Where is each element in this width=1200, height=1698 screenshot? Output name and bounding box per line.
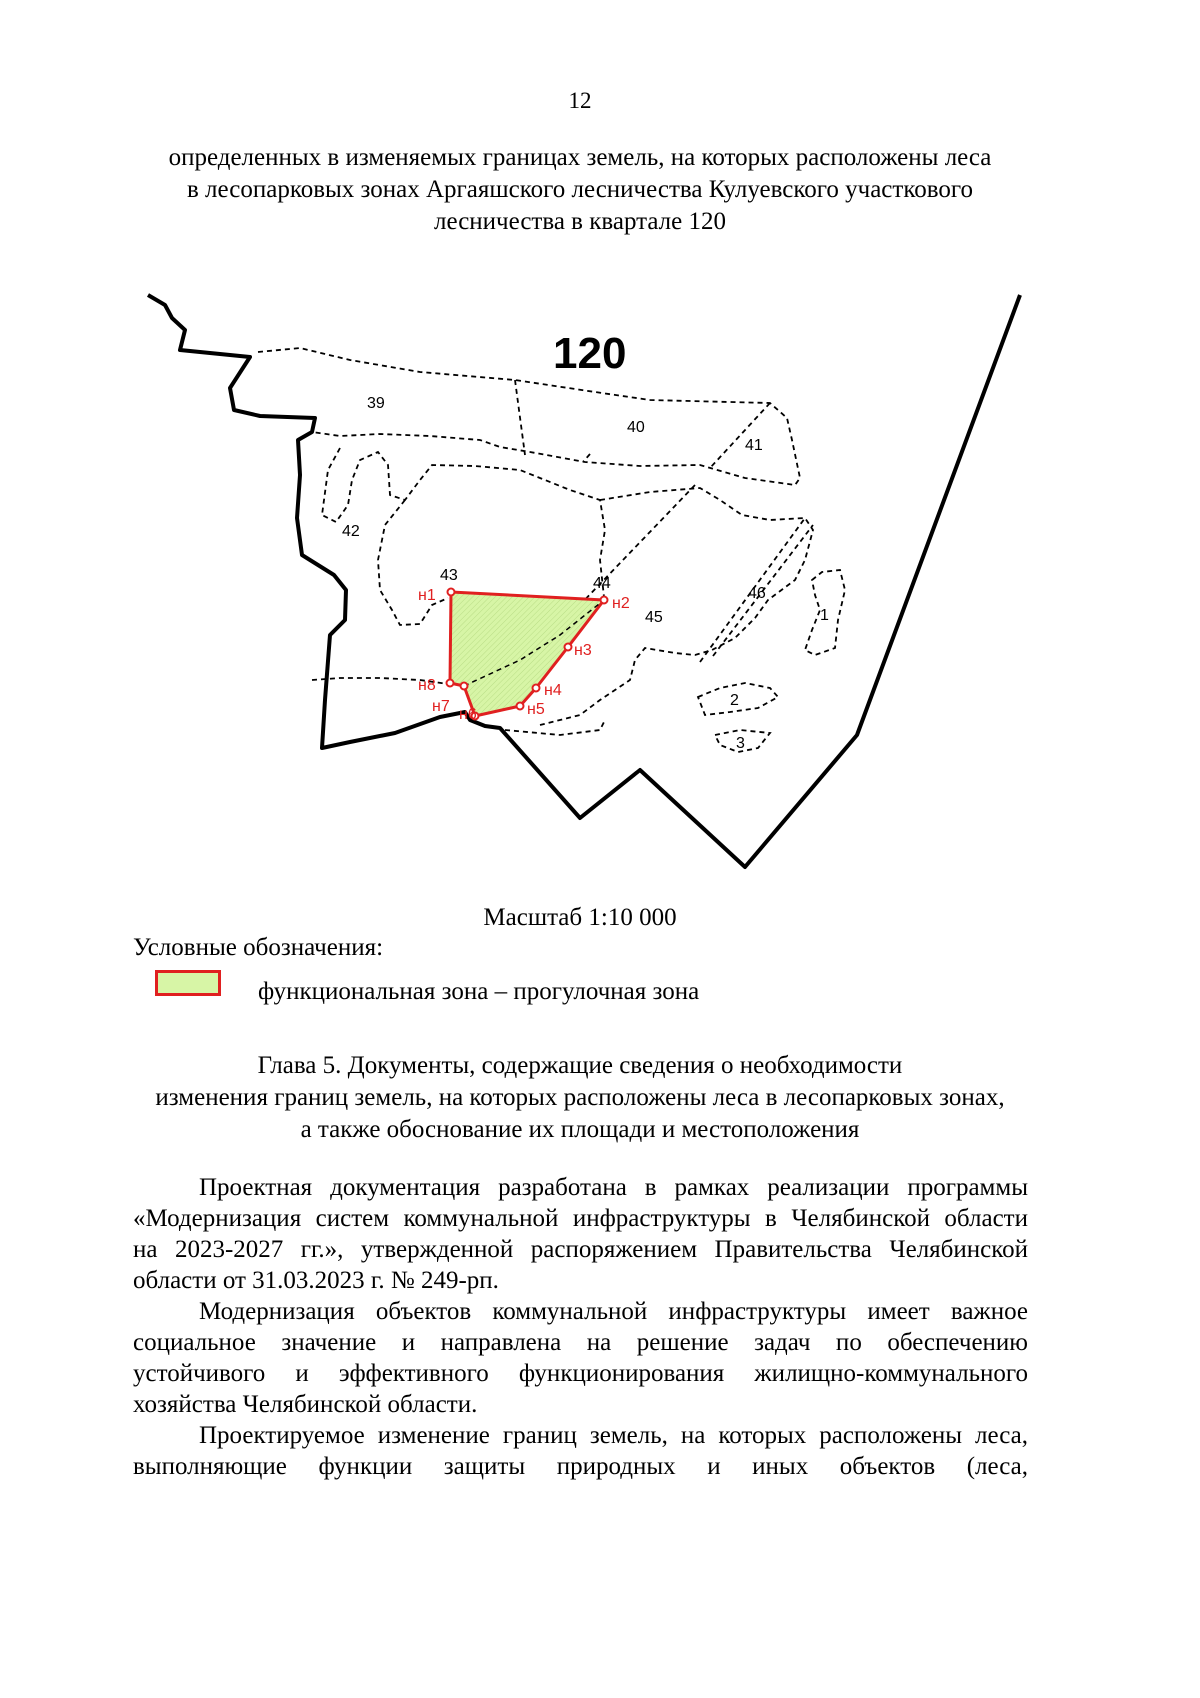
paragraph: [133, 1420, 1028, 1482]
vertex-n5: [517, 703, 524, 710]
vertex-label-n5: н5: [527, 701, 545, 718]
page-number: 12: [568, 88, 592, 113]
vertex-label-n1: н1: [418, 587, 436, 604]
parcel-label-2: 2: [730, 692, 739, 709]
text-line: Проектная документация разработана в рамках реализации программы: [199, 1174, 1028, 1201]
text-line: на 2023-2027 гг.», утвержденной распоряжением Правительства Челябинской: [133, 1236, 1028, 1263]
text-line: «Модернизация систем коммунальной инфраструктуры в Челябинской области: [133, 1205, 1028, 1232]
vertex-label-n6: н6: [459, 706, 477, 723]
text-line: социальное значение и направлена на решение задач по обеспечению: [133, 1329, 1028, 1356]
vertex-label-n4: н4: [544, 682, 562, 699]
legend-swatch: [155, 970, 221, 996]
chapter-line: Глава 5. Документы, содержащие сведения о необходимости: [257, 1052, 903, 1079]
vertex-label-n3: н3: [574, 642, 592, 659]
parcel-label-43: 43: [440, 567, 458, 584]
parcel-label-39: 39: [367, 395, 385, 412]
legend-title: Условные обозначения:: [133, 934, 384, 961]
parcel-label-40: 40: [627, 419, 645, 436]
vertex-n1: [448, 589, 455, 596]
vertex-n8: [447, 680, 454, 687]
parcel-label-group: [342, 395, 829, 752]
chapter-line: изменения границ земель, на которых расположены леса в лесопарковых зонах,: [155, 1084, 1005, 1111]
vertex-n2: [601, 597, 608, 604]
parcel-label-1: 1: [820, 607, 829, 624]
vertex-n7: [461, 683, 468, 690]
text-line: выполняющие функции защиты природных и иных объектов (леса,: [133, 1453, 1028, 1480]
text-line: хозяйства Челябинской области.: [133, 1391, 478, 1418]
parcel-label-45: 45: [645, 609, 663, 626]
body-text: [133, 1172, 1028, 1482]
map-heading: [140, 142, 1020, 238]
heading-line: определенных в изменяемых границах земель, на которых расположены леса: [168, 144, 992, 171]
chapter-heading: [110, 1050, 1050, 1146]
parcel-label-42: 42: [342, 523, 360, 540]
parcel-label-46: 46: [748, 585, 766, 602]
parcel-label-44: 44: [593, 575, 611, 592]
text-line: Модернизация объектов коммунальной инфраструктуры имеет важное: [199, 1298, 1028, 1325]
text-line: устойчивого и эффективного функционирования жилищно-коммунального: [133, 1360, 1028, 1387]
vertex-label-n8: н8: [418, 677, 436, 694]
parcel-label-3: 3: [736, 735, 745, 752]
chapter-line: а также обоснование их площади и местоположения: [300, 1116, 860, 1143]
vertex-n3: [565, 644, 572, 651]
paragraph: [133, 1172, 1028, 1296]
quarter-map: [0, 280, 1200, 920]
parcel-label-41: 41: [745, 437, 763, 454]
vertex-label-n2: н2: [612, 595, 630, 612]
map-scale: Масштаб 1:10 000: [483, 904, 677, 931]
quarter-number: 120: [553, 329, 627, 378]
heading-line: лесничества в квартале 120: [434, 208, 726, 235]
text-line: области от 31.03.2023 г. № 249-рп.: [133, 1267, 499, 1294]
paragraph: [133, 1296, 1028, 1420]
heading-line: в лесопарковых зонах Аргаяшского лесничества Кулуевского участкового: [187, 176, 973, 203]
quarter-boundary: [148, 295, 1020, 867]
legend-item-label: функциональная зона – прогулочная зона: [258, 978, 700, 1005]
vertex-label-n7: н7: [432, 698, 450, 715]
text-line: Проектируемое изменение границ земель, на которых расположены леса,: [199, 1422, 1028, 1449]
vertex-n4: [533, 685, 540, 692]
